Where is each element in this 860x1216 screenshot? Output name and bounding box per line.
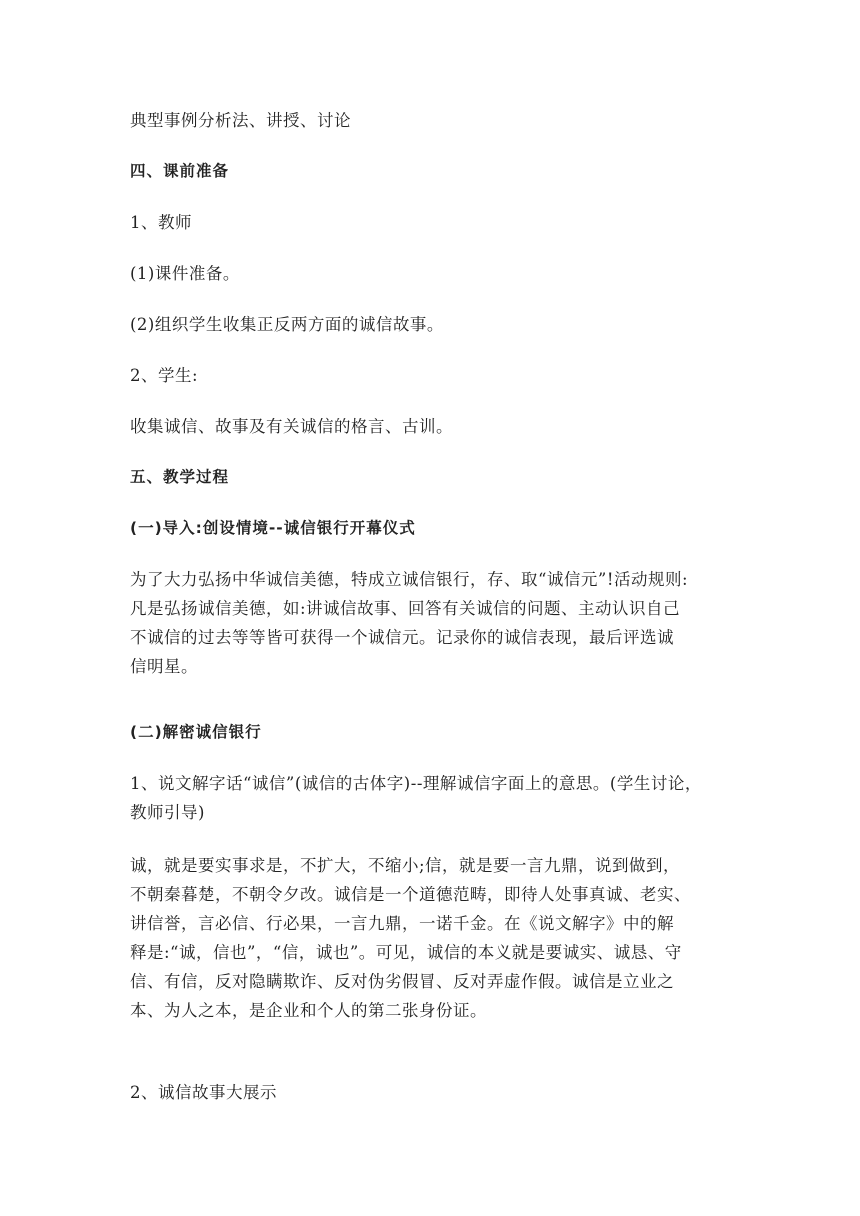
student-task-text: 收集诚信、故事及有关诚信的格言、古训。 <box>130 417 453 436</box>
teaching-method-line: 典型事例分析法、讲授、讨论 <box>130 111 351 130</box>
teacher-item-courseware: (1)课件准备。 <box>130 264 240 283</box>
item1-paragraph <box>130 769 730 827</box>
item2-heading: 2、诚信故事大展示 <box>130 1083 277 1102</box>
honesty-explanation-paragraph <box>130 851 730 1025</box>
paragraph-line: 为了大力弘扬中华诚信美德，特成立诚信银行，存、取“诚信元”!活动规则: <box>130 570 689 589</box>
teacher-heading: 1、教师 <box>130 213 192 232</box>
paragraph-line: 信、有信，反对隐瞒欺诈、反对伪劣假冒、反对弄虚作假。诚信是立业之 <box>130 972 674 991</box>
paragraph-line: 信明星。 <box>130 657 198 676</box>
part1-paragraph <box>130 565 730 681</box>
paragraph-line: 释是:“诚，信也”，“信，诚也”。可见，诚信的本义就是要诚实、诚恳、守 <box>130 943 682 962</box>
teacher-item-stories: (2)组织学生收集正反两方面的诚信故事。 <box>130 315 444 334</box>
paragraph-line: 1、说文解字话“诚信”(诚信的古体字)--理解诚信字面上的意思。(学生讨论， <box>130 774 702 793</box>
section-heading-preparation: 四、课前准备 <box>130 162 230 180</box>
part2-heading: (二)解密诚信银行 <box>130 723 262 741</box>
paragraph-line: 不朝秦暮楚，不朝令夕改。诚信是一个道德范畴，即待人处事真诚、老实、 <box>130 885 691 904</box>
paragraph-line: 凡是弘扬诚信美德，如:讲诚信故事、回答有关诚信的问题、主动认识自己 <box>130 599 681 618</box>
part1-heading: (一)导入:创设情境--诚信银行开幕仪式 <box>130 519 416 537</box>
student-heading: 2、学生: <box>130 366 199 385</box>
paragraph-line: 教师引导) <box>130 803 205 822</box>
paragraph-line: 本、为人之本，是企业和个人的第二张身份证。 <box>130 1001 487 1020</box>
section-heading-process: 五、教学过程 <box>130 468 230 486</box>
paragraph-line: 诚，就是要实事求是，不扩大，不缩小;信，就是要一言九鼎，说到做到， <box>130 856 681 875</box>
paragraph-line: 讲信誉，言必信、行必果，一言九鼎，一诺千金。在《说文解字》中的解 <box>130 914 674 933</box>
paragraph-line: 不诚信的过去等等皆可获得一个诚信元。记录你的诚信表现，最后评选诚 <box>130 628 674 647</box>
